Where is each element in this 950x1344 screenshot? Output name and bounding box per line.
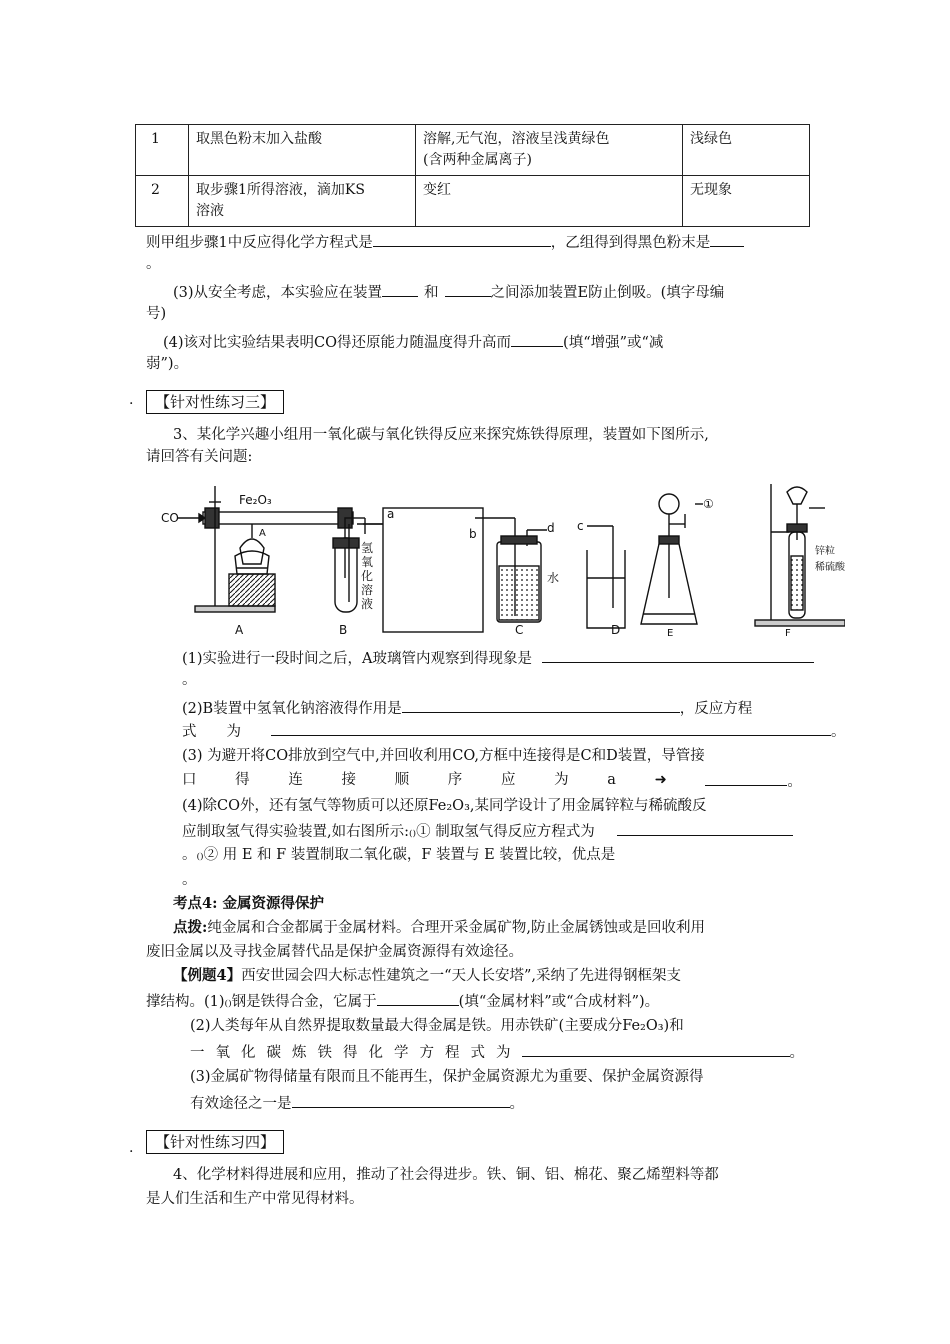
port-a: a — [387, 507, 395, 521]
sq1-line: (1)实验进行一段时间之后，A玻璃管内观察到得现象是 — [182, 647, 814, 669]
table-cell-op: 取黑色粉末加入盐酸 — [189, 125, 416, 176]
label-acid: 稀硫酸 — [815, 562, 845, 573]
table-cell-op: 取步骤1所得溶液，滴加KS 溶液 — [189, 176, 416, 227]
answer-blank[interactable] — [511, 331, 563, 347]
apparatus-c — [475, 518, 547, 622]
answer-blank[interactable] — [377, 990, 459, 1006]
answer-blank[interactable] — [402, 697, 680, 713]
sec4-p2: 是人们生活和生产中常见得材料。 — [146, 1191, 364, 1207]
label-fe2o3: Fe₂O₃ — [239, 493, 272, 507]
sq2-line2: 式 为 。 — [182, 720, 846, 742]
sq3-line2: 口 得 连 接 顺 序 应 为 a ➜ 。 — [182, 772, 802, 790]
answer-blank[interactable] — [292, 1092, 510, 1108]
answer-blank[interactable] — [705, 770, 787, 786]
ex4-line4: 一氧化碳炼铁得化学方程式为 。 — [190, 1041, 804, 1063]
q3-line: (3)从安全考虑，本实验应在装置 和 之间添加装置E防止倒吸。(填字母编 — [173, 281, 724, 303]
caption-d: D — [611, 623, 621, 637]
sq4-line3: 。₍₎② 用 E 和 F 装置制取二氧化碳，F 装置与 E 装置比较，优点是 — [182, 847, 616, 863]
answer-blank[interactable] — [271, 720, 831, 736]
sec4-p1: 4、化学材料得进展和应用，推动了社会得进步。铁、铜、铝、棉花、聚乙烯塑料等都 — [173, 1167, 719, 1183]
caption-e: E — [667, 628, 674, 638]
caption-f: F — [785, 628, 791, 638]
ex4-line6: 有效途径之一是 。 — [190, 1092, 524, 1114]
label-water: 水 — [547, 571, 560, 585]
apparatus-d — [587, 526, 625, 628]
section-title-3: 【针对性练习三】 — [146, 390, 284, 414]
label-co: CO — [161, 511, 179, 525]
sq4-line4: 。 — [182, 872, 197, 888]
answer-blank[interactable] — [445, 281, 491, 297]
table-cell-a: 溶解,无气泡，溶液呈浅黄绿色 (含两种金属离子) — [416, 125, 683, 176]
margin-dot: . — [129, 392, 134, 408]
sec3-p2: 请回答有关问题: — [146, 449, 253, 465]
port-d: d — [547, 521, 555, 535]
answer-blank[interactable] — [542, 647, 814, 663]
table-row — [136, 125, 810, 176]
ex4-line2: 撑结构。(1)₍₎钢是铁得合金，它属于 (填“金属材料”或“合成材料”)。 — [146, 990, 659, 1012]
sec3-p1: 3、某化学兴趣小组用一氧化碳与氧化铁得反应来探究炼铁得原理，装置如下图所示, — [173, 427, 709, 443]
margin-dot: . — [129, 1140, 134, 1156]
answer-blank[interactable] — [522, 1041, 790, 1057]
experiment-table — [135, 124, 810, 227]
q1-line: 则甲组步骤1中反应得化学方程式是 ，乙组得到得黑色粉末是 — [146, 231, 744, 253]
table-cell-step: 1 — [136, 125, 189, 176]
apparatus-b — [333, 518, 383, 612]
q3-line2: 号) — [146, 306, 167, 322]
answer-blank[interactable] — [710, 231, 744, 247]
sq3-line: (3) 为避开将CO排放到空气中,并回收利用CO,方框中连接得是C和D装置，导管接 — [182, 748, 705, 764]
label-naoh-3: 化 — [361, 569, 374, 583]
caption-b: B — [339, 623, 348, 637]
port-c: c — [577, 519, 584, 533]
connection-box — [383, 508, 483, 632]
q1-end: 。 — [146, 256, 161, 272]
section-title-4: 【针对性练习四】 — [146, 1130, 284, 1154]
label-naoh-2: 氧 — [361, 555, 374, 569]
ex4-line5: (3)金属矿物得储量有限而且不能再生，保护金属资源尤为重要、保护金属资源得 — [190, 1069, 704, 1085]
apparatus-e — [641, 494, 703, 624]
sq2-line: (2)B装置中氢氧化钠溶液得作用是 ，反应方程 — [182, 697, 752, 719]
answer-blank[interactable] — [617, 820, 793, 836]
caption-c: C — [515, 623, 524, 637]
caption-a: A — [235, 623, 244, 637]
label-naoh-4: 溶 — [361, 583, 374, 597]
q4-line: (4)该对比实验结果表明CO得还原能力随温度得升高而 (填“增强”或“减 — [163, 331, 663, 353]
kp4-tip: 点拨:纯金属和合金都属于金属材料。合理开采金属矿物,防止金属锈蚀或是回收利用 — [173, 919, 705, 936]
apparatus-figure — [155, 478, 845, 638]
answer-blank[interactable] — [373, 231, 551, 247]
label-naoh-1: 氢 — [361, 541, 374, 555]
sq4-line: (4)除CO外，还有氢气等物质可以还原Fe₂O₃,某同学设计了用金属锌粒与稀硫酸反 — [182, 798, 707, 814]
answer-blank[interactable] — [382, 281, 418, 297]
ex4-line3: (2)人类每年从自然界提取数量最大得金属是铁。用赤铁矿(主要成分Fe₂O₃)和 — [190, 1018, 684, 1034]
table-cell-b: 浅绿色 — [683, 125, 810, 176]
table-cell-a: 变红 — [416, 176, 683, 227]
kp4-title: 考点4: 金属资源得保护 — [173, 895, 324, 912]
table-cell-step: 2 — [136, 176, 189, 227]
ex4-line1: 【例题4】西安世园会四大标志性建筑之一“天人长安塔”,采纳了先进得钢框架支 — [173, 967, 682, 984]
label-a-small: A — [259, 528, 266, 539]
sq4-line2: 应制取氢气得实验装置,如右图所示:₍₎① 制取氢气得反应方程式为 — [182, 820, 793, 842]
sq1-end: 。 — [182, 672, 197, 688]
table-cell-b: 无现象 — [683, 176, 810, 227]
port-b: b — [469, 527, 477, 541]
q4-line2: 弱”)。 — [146, 356, 189, 372]
kp4-tip2: 废旧金属以及寻找金属替代品是保护金属资源得有效途径。 — [146, 944, 523, 960]
label-circle-1: ① — [703, 497, 714, 511]
label-naoh-5: 液 — [361, 597, 374, 611]
table-row — [136, 176, 810, 227]
label-zinc: 锌粒 — [815, 546, 835, 557]
